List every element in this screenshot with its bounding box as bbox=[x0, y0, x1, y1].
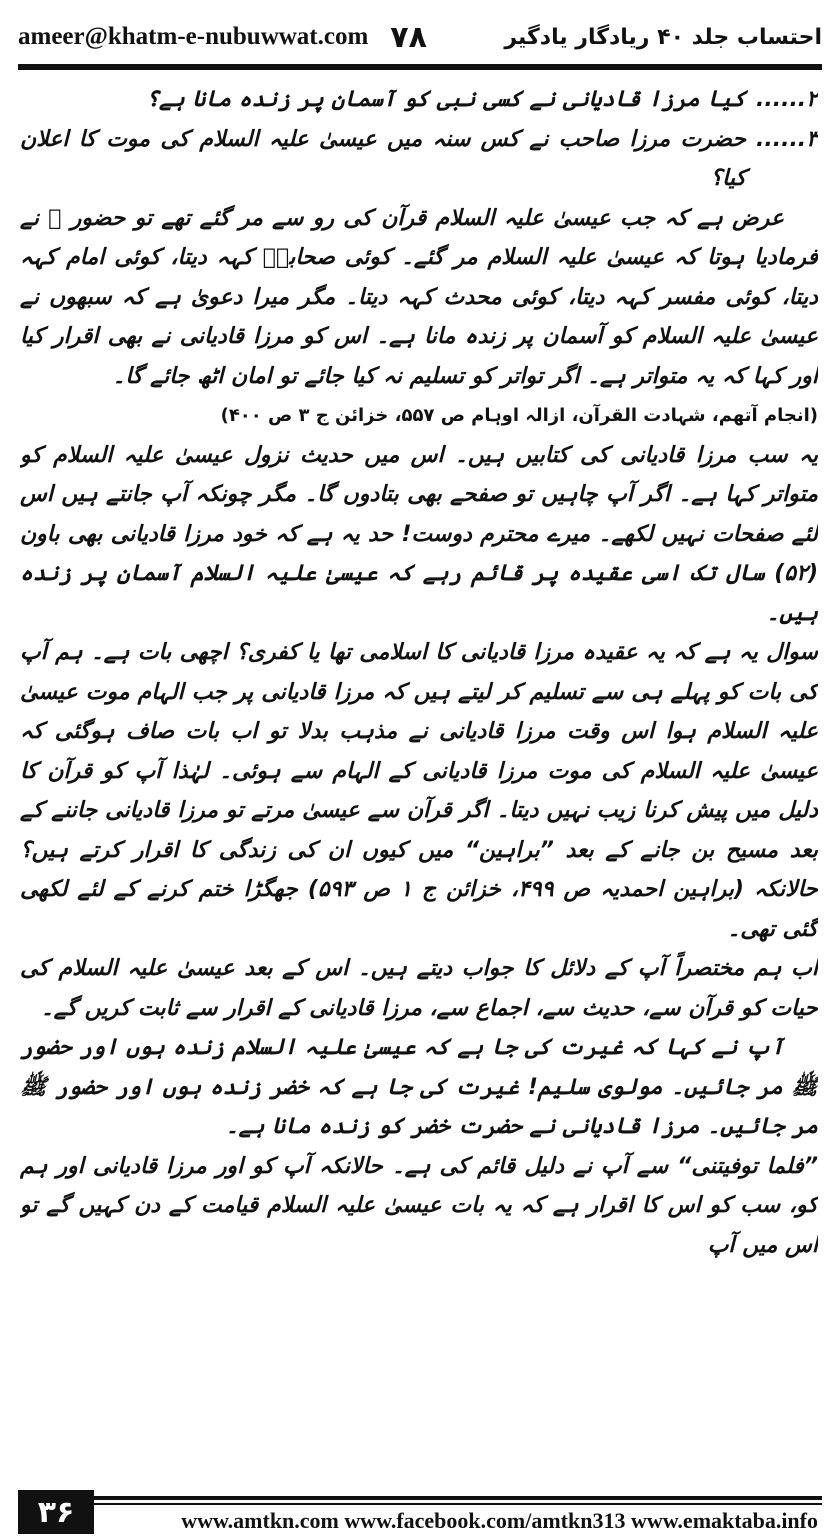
paragraph: اب ہم مختصراً آپ کے دلائل کا جواب دیتے ہیں۔ اس کے بعد عیسیٰ علیہ السلام کی حیات کو قرآن سے، حدیث سے، اجماع سے، مرزا قادیانی کے اقرار سے ثابت کریں گے۔ bbox=[20, 956, 818, 1021]
header-left bbox=[18, 20, 427, 55]
page-body bbox=[20, 80, 818, 1470]
paragraph: یہ سب مرزا قادیانی کی کتابیں ہیں۔ اس میں حدیث نزول عیسیٰ علیہ السلام کو متواتر کہا ہے۔ اگر آپ چاہیں تو صفحے بھی بتادوں گا۔ مگر چونکہ آپ جانتے ہیں اس لئے صفحات نہیں لکھے۔ میرے محترم دوست! حد یہ ہے کہ خود مرزا قادیانی بھی باون (۵۲) سال تک اسی عقیدہ پر قائم رہے کہ عیسیٰ علیہ السلام آسمان پر زندہ ہیں۔ bbox=[20, 442, 818, 626]
question-number: ۲...... bbox=[756, 87, 818, 112]
footer-bar bbox=[94, 1496, 822, 1534]
page-footer bbox=[18, 1490, 822, 1534]
paragraph: آپ نے کہا کہ غیرت کی جا ہے کہ عیسیٰ علیہ السلام زندہ ہوں اور حضور ﷺ مر جائیں۔ مولوی سلیم! غیرت کی جا ہے کہ خضر زندہ ہوں اور حضور ﷺ مر جائیں۔ مرزا قادیانی نے حضرت خضر کو زندہ مانا ہے۔ bbox=[20, 1035, 818, 1139]
paragraph: سوال یہ ہے کہ یہ عقیدہ مرزا قادیانی کا اسلامی تھا یا کفری؟ اچھی بات ہے۔ ہم آپ کی بات کو پہلے ہی سے تسلیم کر لیتے ہیں کہ مرزا قادیانی پر جب الہام موت عیسیٰ علیہ السلام ہوا اس وقت مرزا قادیانی نے مذہب بدلا تو اب بات صاف ہوگئی کہ عیسیٰ علیہ السلام کی موت مرزا قادیانی کے الہام سے ہوئی۔ لہٰذا آپ کو قرآن کا دلیل میں پیش کرنا زیب نہیں دیتا۔ اگر قرآن سے عیسیٰ مرتے تو مرزا قادیانی جاننے کے بعد مسیح بن جانے کے بعد ”براہین“ میں کیوں ان کی زندگی کا اقرار کرتے ہیں؟ حالانکہ (براہین احمدیہ ص ۴۹۹، خزائن ج ۱ ص ۵۹۳) جھگڑا ختم کرنے کے لئے لکھی گئی تھی۔ bbox=[20, 640, 818, 942]
footer-rule-thin bbox=[94, 1503, 822, 1505]
header-page-marker: ۷۸ bbox=[390, 19, 427, 55]
question-number: ۳...... bbox=[756, 126, 818, 152]
question-item bbox=[20, 120, 818, 199]
paragraph: عرض ہے کہ جب عیسیٰ علیہ السلام قرآن کی رو سے مر گئے تھے تو حضور ﷺ نے فرمادیا ہوتا کہ عیسیٰ علیہ السلام مر گئے۔ کوئی صحابیؓ کہہ دیتا، کوئی امام کہہ دیتا، کوئی مفسر کہہ دیتا، کوئی محدث کہہ دیتا۔ مگر میرا دعویٰ ہے کہ سبھوں نے عیسیٰ علیہ السلام کو آسمان پر زندہ مانا ہے۔ اس کو مرزا قادیانی نے بھی اقرار کیا اور کہا کہ یہ متواتر ہے۔ اگر تواتر کو تسلیم نہ کیا جائے تو امان اٹھ جائے گا۔ bbox=[20, 205, 818, 389]
question-text: کیا مرزا قادیانی نے کسی نبی کو آسمان پر زندہ مانا ہے؟ bbox=[146, 87, 746, 112]
header-rule bbox=[18, 64, 822, 70]
reference-citation: (انجام آتھم، شہادت القرآن، ازالہ اوہام ص ۵۵۷، خزائن ج ۳ ص ۴۰۰) bbox=[220, 405, 818, 426]
footer-page-number: ۳۶ bbox=[18, 1490, 94, 1534]
footer-urls: www.amtkn.com www.facebook.com/amtkn313 www.emaktaba.info bbox=[181, 1508, 818, 1533]
question-text: حضرت مرزا صاحب نے کس سنہ میں عیسیٰ علیہ السلام کی موت کا اعلان کیا؟ bbox=[20, 126, 746, 191]
paragraph: ”فلما توفیتنی“ سے آپ نے دلیل قائم کی ہے۔ حالانکہ آپ کو اور مرزا قادیانی اور ہم کو، سب کو اس کا اقرار ہے کہ یہ بات عیسیٰ علیہ السلام قیامت کے دن کہیں گے تو اس میں آپ bbox=[20, 1153, 818, 1258]
page-header bbox=[18, 14, 822, 60]
footer-rule bbox=[94, 1496, 822, 1500]
question-item bbox=[20, 80, 818, 120]
header-title: احتساب جلد ۴۰ ریادگار یادگیر bbox=[504, 24, 822, 50]
header-email: ameer@khatm-e-nubuwwat.com bbox=[18, 23, 369, 50]
